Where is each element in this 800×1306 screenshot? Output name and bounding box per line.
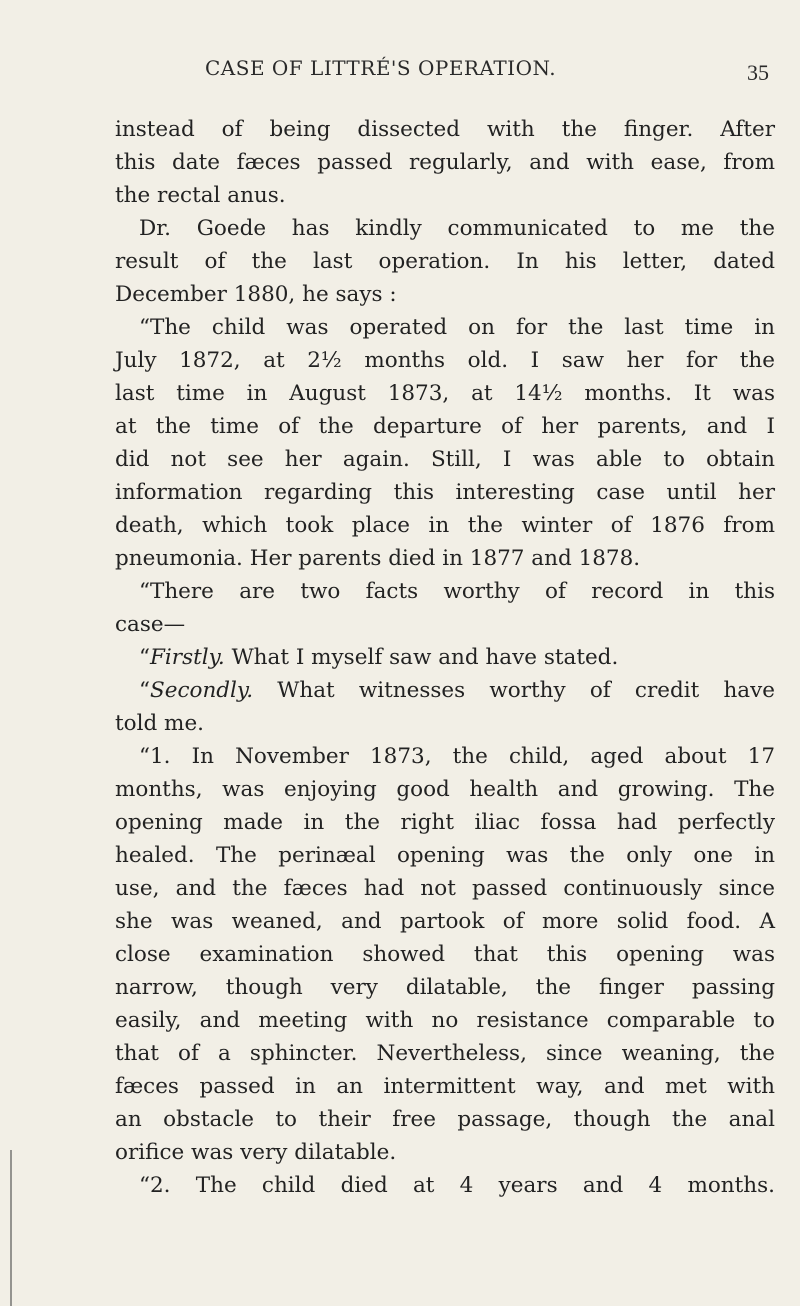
text-line: “1. In November 1873, the child, aged about 17 bbox=[139, 744, 775, 769]
text-line: that of a sphincter. Nevertheless, since weaning, the bbox=[115, 1041, 775, 1066]
italic-lead: Secondly. bbox=[150, 678, 254, 703]
text-line: fæces passed in an intermittent way, and met with bbox=[115, 1074, 775, 1099]
running-head: CASE OF LITTRÉ'S OPERATION. bbox=[205, 56, 557, 80]
text-line: did not see her again. Still, I was able to obtain bbox=[115, 447, 775, 472]
quote-mark: “ bbox=[139, 645, 150, 670]
text-line: last time in August 1873, at 14½ months. It was bbox=[115, 381, 775, 406]
text-line: use, and the fæces had not passed continuously since bbox=[115, 876, 775, 901]
italic-lead: Firstly. bbox=[150, 645, 225, 670]
quote-mark: “ bbox=[139, 678, 150, 703]
text-line: at the time of the departure of her parents, and I bbox=[115, 414, 775, 439]
text-line: “The child was operated on for the last time in bbox=[139, 315, 775, 340]
text-line: “There are two facts worthy of record in this bbox=[139, 579, 775, 604]
text-line: July 1872, at 2½ months old. I saw her for the bbox=[115, 348, 775, 373]
text-line: this date fæces passed regularly, and with ease, from bbox=[115, 150, 775, 175]
text-line: close examination showed that this opening was bbox=[115, 942, 775, 967]
text-line: she was weaned, and partook of more solid food. A bbox=[115, 909, 775, 934]
text-line: told me. bbox=[115, 711, 205, 736]
text-line: healed. The perinæal opening was the only one in bbox=[115, 843, 775, 868]
text-line: months, was enjoying good health and growing. The bbox=[115, 777, 775, 802]
text-line: case— bbox=[115, 612, 186, 637]
text-line: easily, and meeting with no resistance comparable to bbox=[115, 1008, 775, 1033]
scan-edge-mark bbox=[10, 1150, 12, 1306]
text-line: result of the last operation. In his letter, dated bbox=[115, 249, 775, 274]
text-line: opening made in the right iliac fossa had perfectly bbox=[115, 810, 775, 835]
text-line: pneumonia. Her parents died in 1877 and 1878. bbox=[115, 546, 641, 571]
line-rest: What witnesses worthy of credit have bbox=[253, 678, 775, 703]
line-rest: What I myself saw and have stated. bbox=[224, 645, 619, 670]
text-line: Dr. Goede has kindly communicated to me the bbox=[139, 216, 775, 241]
text-line: instead of being dissected with the finger. After bbox=[115, 117, 775, 142]
text-line: an obstacle to their free passage, though the anal bbox=[115, 1107, 775, 1132]
text-line: the rectal anus. bbox=[115, 183, 286, 208]
text-line: narrow, though very dilatable, the finger passing bbox=[115, 975, 775, 1000]
text-line: “2. The child died at 4 years and 4 months. bbox=[139, 1173, 775, 1198]
text-line: death, which took place in the winter of 1876 from bbox=[115, 513, 775, 538]
text-line bbox=[115, 674, 775, 707]
text-line: orifice was very dilatable. bbox=[115, 1140, 397, 1165]
page-number: 35 bbox=[747, 60, 769, 85]
text-line: December 1880, he says : bbox=[115, 282, 397, 307]
text-line bbox=[115, 641, 775, 674]
text-line: information regarding this interesting case until her bbox=[115, 480, 775, 505]
body-text bbox=[115, 113, 775, 1202]
